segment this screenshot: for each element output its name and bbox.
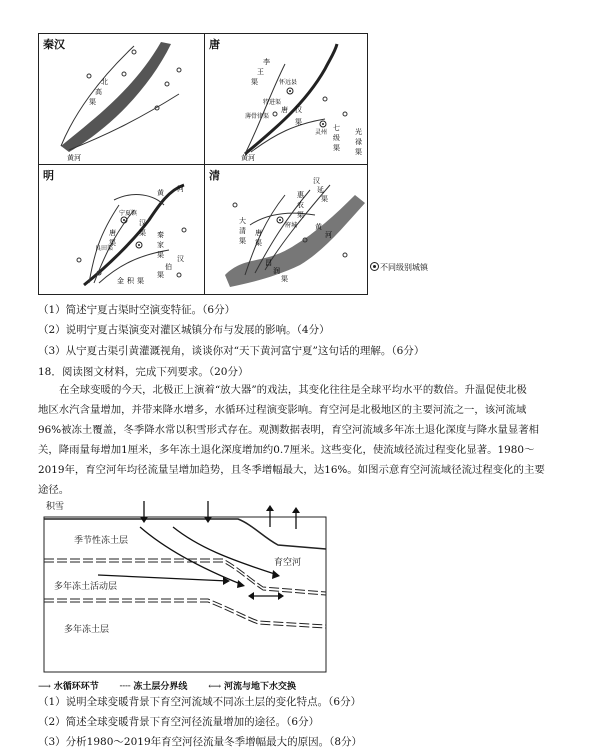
map-label: 昌: [265, 259, 272, 267]
legend-exchange-label: 河流与地下水交换: [224, 682, 297, 692]
map-qinhan: [39, 34, 203, 164]
map-label: 大: [239, 217, 246, 225]
map-label: 渠: [137, 277, 144, 285]
precip-arrowhead: [204, 517, 212, 523]
map-label: 渠: [333, 144, 340, 152]
map-label: 黄: [157, 189, 164, 197]
town-dot: [87, 74, 91, 78]
q18-heading: 18．阅读图文材料，完成下列要求。（20分）: [38, 366, 249, 378]
q18-passage: [38, 380, 586, 500]
exchange-arrowhead: [248, 592, 254, 600]
label-seasonal-frost: 季节性冻土层: [74, 536, 129, 546]
map-tang: [205, 34, 369, 164]
permafrost-diagram: [38, 497, 338, 682]
town-dot: [165, 82, 169, 86]
tang-river-svg: [205, 34, 369, 164]
label-permafrost: 多年冻土层: [64, 625, 110, 635]
exchange-arrowhead: [278, 592, 284, 600]
precip-arrowhead: [140, 517, 148, 523]
map-label: 汉: [295, 106, 302, 114]
map-label: 河: [177, 185, 184, 193]
town-dot: [77, 258, 81, 262]
town-marker: [123, 219, 125, 221]
map-label: 黄河: [67, 154, 81, 162]
map-label: 李: [263, 58, 270, 66]
map-label: 渠: [295, 118, 302, 126]
legend-cycle-label: 水循环环节: [53, 682, 99, 692]
map-label: 唐: [109, 229, 116, 237]
town-marker: [322, 123, 324, 125]
map-title: 秦汉: [43, 38, 65, 51]
label-yukon-river: 育空河: [274, 558, 302, 568]
map-label: 积: [127, 277, 134, 285]
town-marker: [138, 244, 140, 246]
map-label: 渠: [109, 239, 116, 247]
town-dot: [343, 112, 347, 116]
town-dot: [177, 273, 181, 277]
map-label: 渠: [89, 98, 96, 106]
map-label: 渠: [157, 271, 164, 279]
map-label: 汉: [313, 177, 320, 185]
map-label: 伯: [165, 263, 172, 271]
map-label: 黄: [315, 223, 322, 231]
map-label: 级: [333, 134, 340, 142]
map-qing: [205, 165, 369, 295]
passage-line: 地区水汽含量增加，并带来降水增多，水循环过程演变影响。育空河是北极地区的主要河流之一，该河流域: [38, 404, 527, 416]
passage-line: 96%被冻土覆盖，冬季降水常以积雪形式存在。观测数据表明，育空河流域多年冻土退化深度与降水量显著相: [38, 424, 540, 436]
map-title: 清: [209, 169, 220, 182]
map-label: 北: [101, 78, 108, 86]
map-label: 秦: [157, 231, 164, 239]
map-legend: [370, 262, 428, 273]
flow-arrowhead: [272, 570, 280, 579]
map-label: 灵州: [315, 129, 328, 136]
yellow-river-shape: [61, 42, 171, 152]
map-label: 渠: [239, 237, 246, 245]
map-label: 黄河: [241, 154, 255, 162]
evap-arrowhead: [292, 507, 300, 513]
town-dot: [122, 72, 126, 76]
q18-sub1: （1）说明全球变暖背景下育空河流域不同冻土层的变化特点。（6分）: [38, 696, 362, 708]
legend-cycle: ⟶ 水循环环节: [38, 682, 99, 692]
map-label: 渠: [255, 239, 262, 247]
diagram-legend: [38, 679, 314, 692]
map-label: 渠: [355, 148, 362, 156]
flow-arrow: [98, 575, 228, 581]
town-dot: [182, 228, 186, 232]
map-label: 唐: [255, 229, 262, 237]
q18-sub2: （2）简述全球变暖背景下育空河径流量增加的途径。（6分）: [38, 716, 320, 728]
q17-sub2: （2）说明宁夏古渠演变对灌区城镇分布与发展的影响。（4分）: [38, 324, 330, 336]
map-label: 渠: [157, 251, 164, 259]
map-label: 渠: [297, 211, 304, 219]
map-label: 怀远县: [279, 79, 298, 86]
map-label: 光: [355, 128, 362, 136]
map-title: 明: [43, 169, 54, 182]
canal-maps-figure: [38, 33, 368, 295]
map-label: 七: [333, 124, 340, 132]
map-label: 惠: [297, 191, 304, 199]
map-label: 唐: [281, 106, 288, 114]
q17-sub1: （1）简述宁夏古渠时空演变特征。（6分）: [38, 304, 236, 316]
map-label: 清: [239, 227, 246, 235]
map-label: 薄骨律渠: [245, 113, 270, 120]
passage-line: 关，降雨量每增加1厘米，多年冻土退化深度增加约0.7厘米。这些变化，使流域径流过程变化显著。1980～: [38, 444, 535, 456]
town-dot: [233, 203, 237, 207]
map-label: 延: [317, 186, 324, 194]
town-symbol-icon: [370, 262, 379, 271]
q18-sub3: （3）分析1980～2019年育空河径流量冬季增幅最大的原因。（8分）: [38, 736, 363, 748]
map-label: 家: [157, 241, 164, 249]
map-label: 汉: [139, 219, 146, 227]
map-legend-label: 不同级别城镇: [380, 263, 428, 272]
map-label: 渠: [139, 229, 146, 237]
q17-sub3: （3）从宁夏古渠引黄灌溉视角，谈谈你对“天下黄河富宁夏”这句话的理解。（6分）: [38, 345, 425, 357]
town-dot: [343, 253, 347, 257]
town-marker: [279, 219, 281, 221]
flow-arrowhead: [237, 580, 245, 588]
legend-boundary: ╌╌ 冻土层分界线: [119, 682, 188, 692]
qing-river-svg: [205, 165, 369, 295]
canal-line: [251, 119, 328, 152]
map-label: 河: [325, 231, 332, 239]
map-label: 特进渠: [263, 99, 282, 106]
map-label: 王: [257, 68, 264, 76]
legend-exchange: ⟷ 河流与地下水交换: [208, 682, 297, 692]
map-label: 润: [273, 267, 280, 275]
ming-river-svg: [39, 165, 203, 295]
map-label: 渠: [281, 275, 288, 283]
flow-arrow: [140, 527, 243, 585]
map-label: 良田渠: [95, 245, 114, 252]
map-label: 渠: [251, 78, 258, 86]
label-active-layer: 多年冻土活动层: [54, 582, 118, 592]
passage-line: 在全球变暖的今天，北极正上演着“放大器”的戏法，其变化往往是全球平均水平的数倍。升温促使北极: [59, 384, 527, 396]
map-label: 宁夏镇: [119, 210, 138, 217]
label-snow: 积雪: [46, 502, 65, 512]
town-dot: [132, 50, 136, 54]
qinhan-river-svg: [39, 34, 203, 164]
passage-line: 途径。: [38, 484, 70, 496]
passage-line: 2019年，育空河年均径流量呈增加趋势，且冬季增幅最大，达16%。如图示意育空河流域径流过程变化的主要: [38, 464, 545, 476]
map-label: 汉: [177, 255, 184, 263]
map-label: 禄: [355, 138, 362, 146]
map-label: 金: [117, 277, 124, 285]
legend-boundary-label: 冻土层分界线: [133, 682, 188, 692]
map-ming: [39, 165, 203, 295]
map-label: 府城: [285, 222, 298, 229]
town-dot: [177, 68, 181, 72]
town-dot: [273, 112, 277, 116]
map-label: 渠: [321, 195, 328, 203]
town-marker: [289, 90, 291, 92]
town-dot: [323, 97, 327, 101]
map-title: 唐: [209, 38, 220, 51]
map-label: 农: [297, 201, 304, 209]
evap-arrowhead: [266, 505, 274, 511]
map-label: 高: [95, 88, 102, 96]
